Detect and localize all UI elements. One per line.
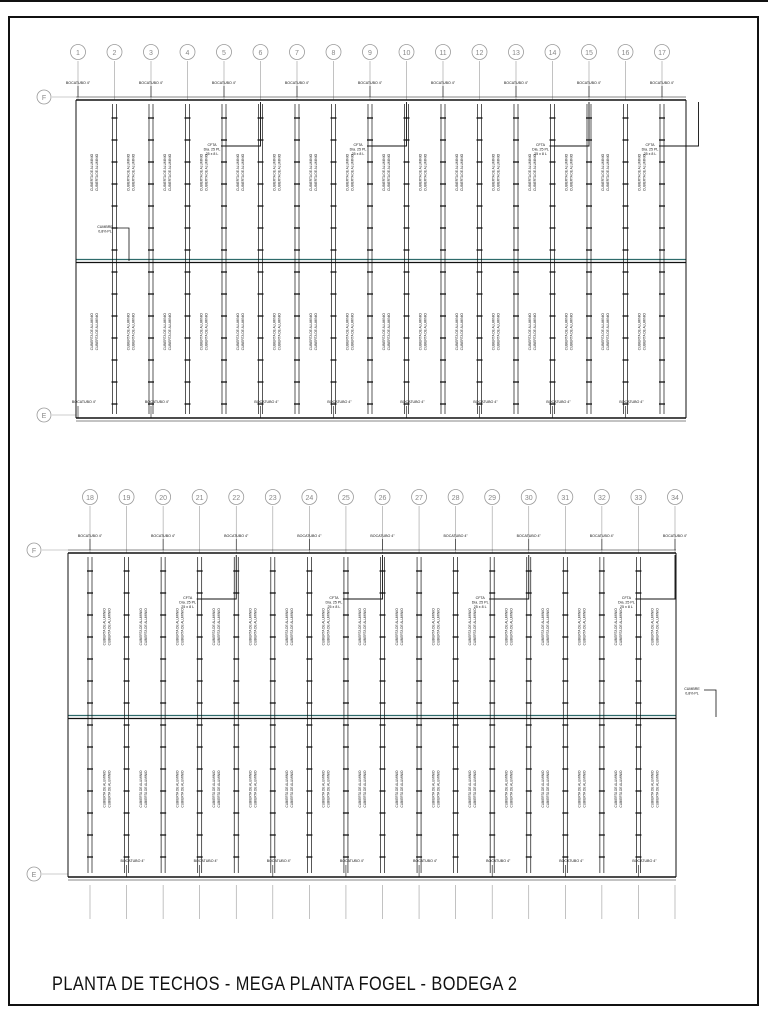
panel-note: CUBIERTA DE ALUMINIO bbox=[290, 770, 295, 808]
panel-note: CUBIERTA DE ALUMINIO bbox=[272, 153, 277, 191]
panel-note: CUBIERTA DE ALUMINIO bbox=[211, 608, 216, 646]
panel-note: CUBIERTA DE ALUMINIO bbox=[277, 153, 282, 191]
panel-note: CUBIERTA DE ALUMINIO bbox=[138, 770, 143, 808]
bay-note-top: BOCATUBO 4" bbox=[65, 81, 91, 85]
drain-note: Dia. 25 PL bbox=[179, 600, 197, 605]
panel-note: CUBIERTA DE ALUMINIO bbox=[180, 770, 185, 808]
panel-note: CUBIERTA DE ALUMINIO bbox=[541, 770, 546, 808]
panel-note: CUBIERTA DE ALUMINIO bbox=[143, 770, 148, 808]
panel-note: CUBIERTA DE ALUMINIO bbox=[95, 153, 100, 191]
bay-note-top: BOCATUBO 4" bbox=[151, 534, 176, 538]
panel-note: CUBIERTA DE ALUMINIO bbox=[126, 313, 131, 351]
drain-note: 25 x 8 L bbox=[351, 152, 365, 156]
bay-note-bottom: BOCATUBO 4" bbox=[193, 859, 218, 863]
drain-note: CFTA bbox=[535, 143, 546, 147]
panel-note: CUBIERTA DE ALUMINIO bbox=[496, 153, 501, 191]
panel-note: CUBIERTA DE ALUMINIO bbox=[241, 153, 246, 191]
bay-note-top: BOCATUBO 4" bbox=[576, 81, 602, 85]
axis-label: 16 bbox=[621, 50, 630, 57]
axis-label: 3 bbox=[149, 50, 153, 57]
axis-label: 14 bbox=[548, 50, 557, 57]
axis-label: 5 bbox=[222, 50, 226, 57]
panel-note: CUBIERTA DE ALUMINIO bbox=[285, 770, 290, 808]
row-label: E bbox=[41, 413, 47, 420]
axis-label: 28 bbox=[451, 495, 460, 502]
panel-note: CUBIERTA DE ALUMINIO bbox=[387, 313, 392, 351]
panel-note: CUBIERTA DE ALUMINIO bbox=[143, 608, 148, 646]
bay-note-bottom: BOCATUBO 4" bbox=[120, 859, 145, 863]
panel-note: CUBIERTA DE ALUMINIO bbox=[423, 153, 428, 191]
panel-note: CUBIERTA DE ALUMINIO bbox=[577, 608, 582, 646]
drain-note: CFTA bbox=[645, 143, 655, 147]
panel-note: CUBIERTA DE ALUMINIO bbox=[321, 608, 326, 646]
gutter-leader bbox=[117, 228, 129, 261]
bay-note-bottom: BOCATUBO 4" bbox=[327, 400, 352, 404]
bay-note-top: BOCATUBO 4" bbox=[430, 81, 456, 85]
axis-label: 29 bbox=[488, 495, 497, 502]
panel-note: CUBIERTA DE ALUMINIO bbox=[216, 608, 221, 646]
panel-note: CUBIERTA DE ALUMINIO bbox=[655, 770, 660, 808]
panel-note: CUBIERTA DE ALUMINIO bbox=[95, 313, 100, 351]
axis-label: 20 bbox=[159, 495, 168, 502]
panel-note: CUBIERTA DE ALUMINIO bbox=[642, 313, 647, 351]
panel-note: CUBIERTA DE ALUMINIO bbox=[655, 608, 660, 646]
drain-note: CFTA bbox=[475, 596, 485, 600]
panel-note: CUBIERTA DE ALUMINIO bbox=[138, 608, 143, 646]
bay-note-bottom: BOCATUBO 4" bbox=[546, 400, 571, 404]
panel-note: CUBIERTA DE ALUMINIO bbox=[533, 153, 538, 191]
axis-label: 32 bbox=[597, 495, 606, 502]
panel-note: CUBIERTA DE ALUMINIO bbox=[541, 608, 546, 646]
panel-note: CUBIERTA DE ALUMINIO bbox=[163, 153, 168, 191]
panel-note: CUBIERTA DE ALUMINIO bbox=[491, 313, 496, 351]
bay-note-top: BOCATUBO 4" bbox=[297, 534, 322, 538]
drawing-title: PLANTA DE TECHOS - MEGA PLANTA FOGEL - BODEGA 2 bbox=[52, 974, 518, 995]
panel-note: CUBIERTA DE ALUMINIO bbox=[358, 608, 363, 646]
panel-note: CUBIERTA DE ALUMINIO bbox=[546, 608, 551, 646]
lower-roof-plan bbox=[27, 490, 716, 920]
panel-note: CUBIERTA DE ALUMINIO bbox=[345, 313, 350, 351]
upper-roof-plan bbox=[37, 45, 699, 423]
drain-note: CFTA bbox=[183, 596, 193, 600]
panel-note: CUBIERTA DE ALUMINIO bbox=[467, 770, 472, 808]
bay-note-top: BOCATUBO 4" bbox=[370, 534, 395, 538]
panel-note: CUBIERTA DE ALUMINIO bbox=[533, 313, 538, 351]
panel-note: CUBIERTA DE ALUMINIO bbox=[650, 770, 655, 808]
gutter-note: 0,8% PL bbox=[685, 691, 699, 696]
axis-label: 10 bbox=[402, 50, 411, 57]
bay-note-bottom: BOCATUBO 4" bbox=[339, 859, 365, 863]
panel-note: CUBIERTA DE ALUMINIO bbox=[131, 313, 136, 351]
axis-label: 34 bbox=[671, 495, 679, 502]
panel-note: CUBIERTA DE ALUMINIO bbox=[326, 608, 331, 646]
panel-note: CUBIERTA DE ALUMINIO bbox=[601, 153, 606, 191]
panel-note: CUBIERTA DE ALUMINIO bbox=[382, 313, 387, 351]
drain-note: Dia. 25 PL bbox=[641, 147, 659, 152]
panel-note: CUBIERTA DE ALUMINIO bbox=[314, 153, 319, 191]
panel-note: CUBIERTA DE ALUMINIO bbox=[606, 153, 611, 191]
gutter-note: CUMBRE bbox=[684, 687, 700, 691]
panel-note: CUBIERTA DE ALUMINIO bbox=[460, 153, 465, 191]
panel-note: CUBIERTA DE ALUMINIO bbox=[175, 608, 180, 646]
panel-note: CUBIERTA DE ALUMINIO bbox=[102, 770, 107, 808]
panel-note: CUBIERTA DE ALUMINIO bbox=[394, 770, 399, 808]
gutter-note: 0,8% PL bbox=[98, 229, 112, 234]
axis-label: 11 bbox=[439, 50, 447, 57]
panel-note: CUBIERTA DE ALUMINIO bbox=[272, 313, 277, 351]
panel-note: CUBIERTA DE ALUMINIO bbox=[350, 153, 355, 191]
panel-note: CUBIERTA DE ALUMINIO bbox=[650, 608, 655, 646]
panel-note: CUBIERTA DE ALUMINIO bbox=[642, 153, 647, 191]
panel-note: CUBIERTA DE ALUMINIO bbox=[619, 770, 624, 808]
panel-note: CUBIERTA DE ALUMINIO bbox=[253, 770, 258, 808]
panel-note: CUBIERTA DE ALUMINIO bbox=[199, 313, 204, 351]
axis-label: 2 bbox=[112, 50, 117, 57]
panel-note: CUBIERTA DE ALUMINIO bbox=[199, 153, 204, 191]
panel-note: CUBIERTA DE ALUMINIO bbox=[236, 313, 241, 351]
panel-note: CUBIERTA DE ALUMINIO bbox=[168, 313, 173, 351]
panel-note: CUBIERTA DE ALUMINIO bbox=[509, 608, 514, 646]
axis-label: 21 bbox=[195, 495, 204, 502]
panel-note: CUBIERTA DE ALUMINIO bbox=[472, 608, 477, 646]
panel-note: CUBIERTA DE ALUMINIO bbox=[382, 153, 387, 191]
axis-label: 13 bbox=[512, 50, 520, 57]
panel-note: CUBIERTA DE ALUMINIO bbox=[216, 770, 221, 808]
bay-note-bottom: BOCATUBO 4" bbox=[559, 859, 584, 863]
bay-note-top: BOCATUBO 4" bbox=[224, 534, 249, 538]
panel-note: CUBIERTA DE ALUMINIO bbox=[637, 153, 642, 191]
drain-note: Dia. 25 PL bbox=[618, 600, 635, 605]
bay-note-bottom: BOCATUBO 4" bbox=[619, 400, 644, 404]
panel-note: CUBIERTA DE ALUMINIO bbox=[467, 608, 472, 646]
bay-note-bottom: BOCATUBO 4" bbox=[71, 400, 97, 404]
panel-note: CUBIERTA DE ALUMINIO bbox=[455, 153, 460, 191]
panel-note: CUBIERTA DE ALUMINIO bbox=[614, 770, 619, 808]
bay-note-bottom: BOCATUBO 4" bbox=[400, 400, 425, 404]
axis-label: 30 bbox=[524, 495, 533, 502]
gutter-note: CUMBRE bbox=[97, 225, 113, 229]
axis-label: 27 bbox=[415, 495, 423, 502]
panel-note: CUBIERTA DE ALUMINIO bbox=[309, 153, 314, 191]
panel-note: CUBIERTA DE ALUMINIO bbox=[455, 313, 460, 351]
bay-note-top: BOCATUBO 4" bbox=[649, 81, 675, 85]
axis-label: 26 bbox=[378, 495, 387, 502]
panel-note: CUBIERTA DE ALUMINIO bbox=[102, 608, 107, 646]
panel-note: CUBIERTA DE ALUMINIO bbox=[491, 153, 496, 191]
panel-note: CUBIERTA DE ALUMINIO bbox=[614, 608, 619, 646]
panel-note: CUBIERTA DE ALUMINIO bbox=[528, 313, 533, 351]
drain-note: Dia. 25 PL bbox=[203, 147, 221, 152]
panel-note: CUBIERTA DE ALUMINIO bbox=[582, 608, 587, 646]
panel-note: CUBIERTA DE ALUMINIO bbox=[350, 313, 355, 351]
panel-note: CUBIERTA DE ALUMINIO bbox=[601, 313, 606, 351]
panel-note: CUBIERTA DE ALUMINIO bbox=[436, 608, 441, 646]
panel-note: CUBIERTA DE ALUMINIO bbox=[126, 153, 131, 191]
panel-note: CUBIERTA DE ALUMINIO bbox=[248, 770, 253, 808]
panel-note: CUBIERTA DE ALUMINIO bbox=[314, 313, 319, 351]
panel-note: CUBIERTA DE ALUMINIO bbox=[363, 770, 368, 808]
panel-note: CUBIERTA DE ALUMINIO bbox=[131, 153, 136, 191]
panel-note: CUBIERTA DE ALUMINIO bbox=[345, 153, 350, 191]
panel-note: CUBIERTA DE ALUMINIO bbox=[236, 153, 241, 191]
bay-note-top: BOCATUBO 4" bbox=[138, 81, 164, 85]
panel-note: CUBIERTA DE ALUMINIO bbox=[358, 770, 363, 808]
drain-note: 25 x 8 L bbox=[327, 605, 341, 609]
panel-note: CUBIERTA DE ALUMINIO bbox=[546, 770, 551, 808]
panel-note: CUBIERTA DE ALUMINIO bbox=[107, 770, 112, 808]
panel-note: CUBIERTA DE ALUMINIO bbox=[211, 770, 216, 808]
bay-note-top: BOCATUBO 4" bbox=[443, 534, 468, 538]
axis-label: 33 bbox=[634, 495, 643, 502]
panel-note: CUBIERTA DE ALUMINIO bbox=[248, 608, 253, 646]
bay-note-top: BOCATUBO 4" bbox=[589, 534, 614, 538]
drain-note: CFTA bbox=[207, 143, 217, 147]
drain-note: 25 x 8 L bbox=[620, 605, 633, 609]
panel-note: CUBIERTA DE ALUMINIO bbox=[423, 313, 428, 351]
panel-note: CUBIERTA DE ALUMINIO bbox=[418, 313, 423, 351]
panel-note: CUBIERTA DE ALUMINIO bbox=[564, 313, 569, 351]
axis-label: 12 bbox=[475, 50, 484, 57]
panel-note: CUBIERTA DE ALUMINIO bbox=[241, 313, 246, 351]
bay-note-bottom: BOCATUBO 4" bbox=[254, 400, 279, 404]
axis-label: 17 bbox=[658, 50, 666, 57]
bay-note-top: BOCATUBO 4" bbox=[211, 81, 237, 85]
bay-note-bottom: BOCATUBO 4" bbox=[486, 859, 511, 863]
panel-note: CUBIERTA DE ALUMINIO bbox=[460, 313, 465, 351]
panel-note: CUBIERTA DE ALUMINIO bbox=[90, 153, 95, 191]
panel-note: CUBIERTA DE ALUMINIO bbox=[431, 770, 436, 808]
panel-note: CUBIERTA DE ALUMINIO bbox=[504, 608, 509, 646]
gutter-leader bbox=[704, 690, 716, 717]
panel-note: CUBIERTA DE ALUMINIO bbox=[509, 770, 514, 808]
panel-note: CUBIERTA DE ALUMINIO bbox=[431, 608, 436, 646]
bay-note-top: BOCATUBO 4" bbox=[284, 81, 310, 85]
bay-note-top: BOCATUBO 4" bbox=[77, 534, 103, 538]
panel-note: CUBIERTA DE ALUMINIO bbox=[569, 153, 574, 191]
panel-note: CUBIERTA DE ALUMINIO bbox=[619, 608, 624, 646]
panel-note: CUBIERTA DE ALUMINIO bbox=[472, 770, 477, 808]
panel-note: CUBIERTA DE ALUMINIO bbox=[399, 608, 404, 646]
panel-note: CUBIERTA DE ALUMINIO bbox=[418, 153, 423, 191]
drain-note: 25 x 8 L bbox=[473, 605, 487, 609]
panel-note: CUBIERTA DE ALUMINIO bbox=[577, 770, 582, 808]
panel-note: CUBIERTA DE ALUMINIO bbox=[253, 608, 258, 646]
panel-note: CUBIERTA DE ALUMINIO bbox=[436, 770, 441, 808]
panel-note: CUBIERTA DE ALUMINIO bbox=[180, 608, 185, 646]
panel-note: CUBIERTA DE ALUMINIO bbox=[387, 153, 392, 191]
axis-label: 19 bbox=[122, 495, 131, 502]
axis-label: 8 bbox=[331, 50, 336, 57]
bay-note-top: BOCATUBO 4" bbox=[357, 81, 383, 85]
axis-label: 4 bbox=[185, 50, 190, 57]
drain-note: CFTA bbox=[621, 596, 631, 600]
axis-label: 25 bbox=[342, 495, 350, 502]
panel-note: CUBIERTA DE ALUMINIO bbox=[107, 608, 112, 646]
drain-note: CFTA bbox=[329, 596, 339, 600]
panel-note: CUBIERTA DE ALUMINIO bbox=[394, 608, 399, 646]
row-label: E bbox=[31, 872, 37, 879]
drain-note: 25 x 8 L bbox=[181, 605, 195, 609]
bay-note-top: BOCATUBO 4" bbox=[503, 81, 529, 85]
panel-note: CUBIERTA DE ALUMINIO bbox=[309, 313, 314, 351]
drain-note: Dia. 25 PL bbox=[532, 147, 549, 152]
axis-label: 24 bbox=[305, 495, 314, 502]
drain-note: Dia. 25 PL bbox=[471, 600, 489, 605]
row-label: F bbox=[41, 95, 47, 102]
axis-label: 15 bbox=[585, 50, 593, 57]
panel-note: CUBIERTA DE ALUMINIO bbox=[321, 770, 326, 808]
panel-note: CUBIERTA DE ALUMINIO bbox=[175, 770, 180, 808]
bay-note-top: BOCATUBO 4" bbox=[662, 534, 688, 538]
axis-label: 7 bbox=[295, 50, 299, 57]
panel-note: CUBIERTA DE ALUMINIO bbox=[326, 770, 331, 808]
axis-label: 9 bbox=[368, 50, 372, 57]
axis-label: 6 bbox=[258, 50, 263, 57]
drain-note: 25 x 8 L bbox=[643, 152, 657, 156]
panel-note: CUBIERTA DE ALUMINIO bbox=[569, 313, 574, 351]
panel-note: CUBIERTA DE ALUMINIO bbox=[277, 313, 282, 351]
drain-note: 25 x 8 L bbox=[534, 152, 547, 156]
bay-note-top: BOCATUBO 4" bbox=[516, 534, 541, 538]
drain-note: Dia. 25 PL bbox=[349, 147, 367, 152]
panel-note: CUBIERTA DE ALUMINIO bbox=[363, 608, 368, 646]
bay-note-bottom: BOCATUBO 4" bbox=[412, 859, 438, 863]
bay-note-bottom: BOCATUBO 4" bbox=[473, 400, 498, 404]
panel-note: CUBIERTA DE ALUMINIO bbox=[582, 770, 587, 808]
panel-note: CUBIERTA DE ALUMINIO bbox=[504, 770, 509, 808]
panel-note: CUBIERTA DE ALUMINIO bbox=[163, 313, 168, 351]
panel-note: CUBIERTA DE ALUMINIO bbox=[204, 153, 209, 191]
panel-note: CUBIERTA DE ALUMINIO bbox=[290, 608, 295, 646]
panel-note: CUBIERTA DE ALUMINIO bbox=[496, 313, 501, 351]
row-label: F bbox=[31, 548, 37, 555]
panel-note: CUBIERTA DE ALUMINIO bbox=[528, 153, 533, 191]
drain-note: CFTA bbox=[353, 143, 363, 147]
panel-note: CUBIERTA DE ALUMINIO bbox=[168, 153, 173, 191]
panel-note: CUBIERTA DE ALUMINIO bbox=[399, 770, 404, 808]
axis-label: 22 bbox=[232, 495, 241, 502]
bay-note-bottom: BOCATUBO 4" bbox=[632, 859, 657, 863]
panel-note: CUBIERTA DE ALUMINIO bbox=[90, 313, 95, 351]
axis-label: 23 bbox=[268, 495, 277, 502]
bay-note-bottom: BOCATUBO 4" bbox=[144, 400, 170, 404]
panel-note: CUBIERTA DE ALUMINIO bbox=[606, 313, 611, 351]
panel-note: CUBIERTA DE ALUMINIO bbox=[564, 153, 569, 191]
panel-note: CUBIERTA DE ALUMINIO bbox=[204, 313, 209, 351]
axis-label: 18 bbox=[86, 495, 94, 502]
panel-note: CUBIERTA DE ALUMINIO bbox=[285, 608, 290, 646]
panel-note: CUBIERTA DE ALUMINIO bbox=[637, 313, 642, 351]
axis-label: 31 bbox=[561, 495, 570, 502]
bay-note-bottom: BOCATUBO 4" bbox=[266, 859, 291, 863]
drain-note: Dia. 25 PL bbox=[325, 600, 343, 605]
axis-label: 1 bbox=[76, 50, 80, 57]
drain-note: 25 x 8 L bbox=[205, 152, 219, 156]
